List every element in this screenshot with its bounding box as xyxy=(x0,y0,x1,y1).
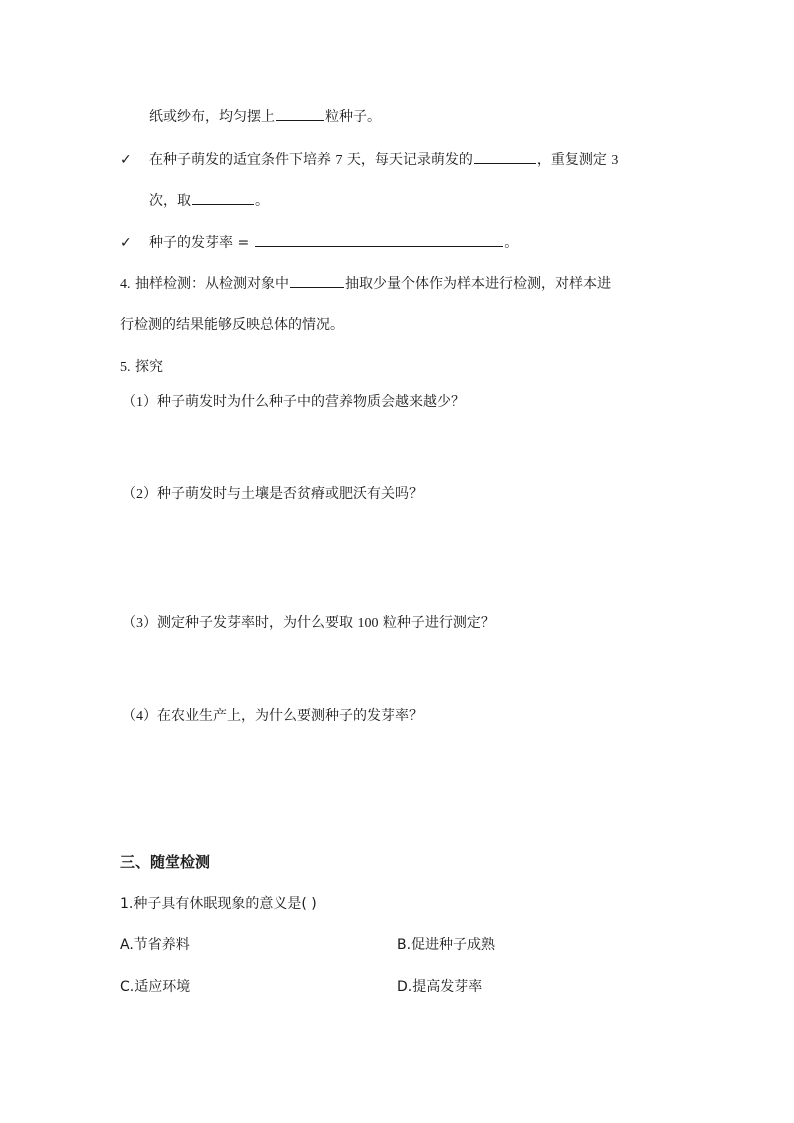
question-text-post: 粒种子进行测定？ xyxy=(378,615,495,631)
question-1 xyxy=(122,392,465,413)
mc-question-text: 1.种子具有休眠现象的意义是( ) xyxy=(120,896,317,912)
question-2 xyxy=(122,484,423,505)
fill-blank[interactable] xyxy=(255,232,503,247)
option-d[interactable] xyxy=(397,977,482,997)
option-c[interactable] xyxy=(120,977,190,997)
question-number: （3） xyxy=(122,616,157,631)
line1-pre: 纸或纱布，均匀摆上 xyxy=(149,109,275,125)
question-number-value: 100 xyxy=(357,616,379,631)
text-line-3 xyxy=(149,190,269,211)
line3-post: 。 xyxy=(255,193,269,209)
item-number: 4. xyxy=(120,277,131,292)
line2-post: ，重复测定 xyxy=(536,152,612,168)
option-b[interactable] xyxy=(397,935,495,955)
text-line-6 xyxy=(120,315,344,335)
mc-question-1 xyxy=(120,894,317,914)
section-heading-explore: 探究 xyxy=(134,359,163,375)
line5-pre: 抽样检测：从检测对象中 xyxy=(134,276,289,292)
question-number: （2） xyxy=(122,487,157,502)
section-title xyxy=(120,852,210,872)
line5-post: 抽取少量个体作为样本进行检测，对样本进 xyxy=(344,276,611,292)
checkmark-icon: ✓ xyxy=(120,152,132,168)
line3-pre: 次，取 xyxy=(149,193,191,209)
item-number: 5. xyxy=(120,360,131,375)
line4-post: 。 xyxy=(504,235,519,251)
option-d-text: D.提高发芽率 xyxy=(397,979,483,995)
option-a[interactable] xyxy=(120,935,190,955)
line2-num2: 3 xyxy=(611,153,619,168)
text-line-5 xyxy=(120,273,611,295)
question-text-pre: 测定种子发芽率时，为什么要取 xyxy=(157,615,358,631)
fill-blank[interactable] xyxy=(192,190,254,205)
text-line-7 xyxy=(120,357,163,378)
text-line-4 xyxy=(120,232,518,253)
question-number: （4） xyxy=(122,709,157,724)
option-a-text: A.节省养料 xyxy=(120,937,190,953)
option-c-text: C.适应环境 xyxy=(120,979,191,995)
line2-pre: 在种子萌发的适宜条件下培养 xyxy=(149,152,336,168)
checkmark-icon: ✓ xyxy=(120,235,132,251)
fill-blank[interactable] xyxy=(290,273,344,288)
text-line-2 xyxy=(120,149,618,171)
fill-blank[interactable] xyxy=(474,149,536,164)
section-title-text: 三、随堂检测 xyxy=(120,853,211,871)
text-line-1 xyxy=(149,106,381,127)
line6-text: 行检测的结果能够反映总体的情况。 xyxy=(120,317,344,333)
fill-blank[interactable] xyxy=(276,106,324,121)
question-4 xyxy=(122,706,423,727)
question-text: 在农业生产上，为什么要测种子的发芽率？ xyxy=(157,708,423,724)
line2-num: 7 xyxy=(335,153,343,168)
question-text: 种子萌发时为什么种子中的营养物质会越来越少？ xyxy=(157,394,465,410)
line4-pre: 种子的发芽率 = xyxy=(149,235,250,251)
option-b-text: B.促进种子成熟 xyxy=(397,937,496,953)
question-text: 种子萌发时与土壤是否贫瘠或肥沃有关吗？ xyxy=(157,486,423,502)
line1-post: 粒种子。 xyxy=(325,109,381,125)
question-3 xyxy=(122,613,495,634)
line2-mid: 天，每天记录萌发的 xyxy=(342,152,473,168)
question-number: （1） xyxy=(122,395,157,410)
